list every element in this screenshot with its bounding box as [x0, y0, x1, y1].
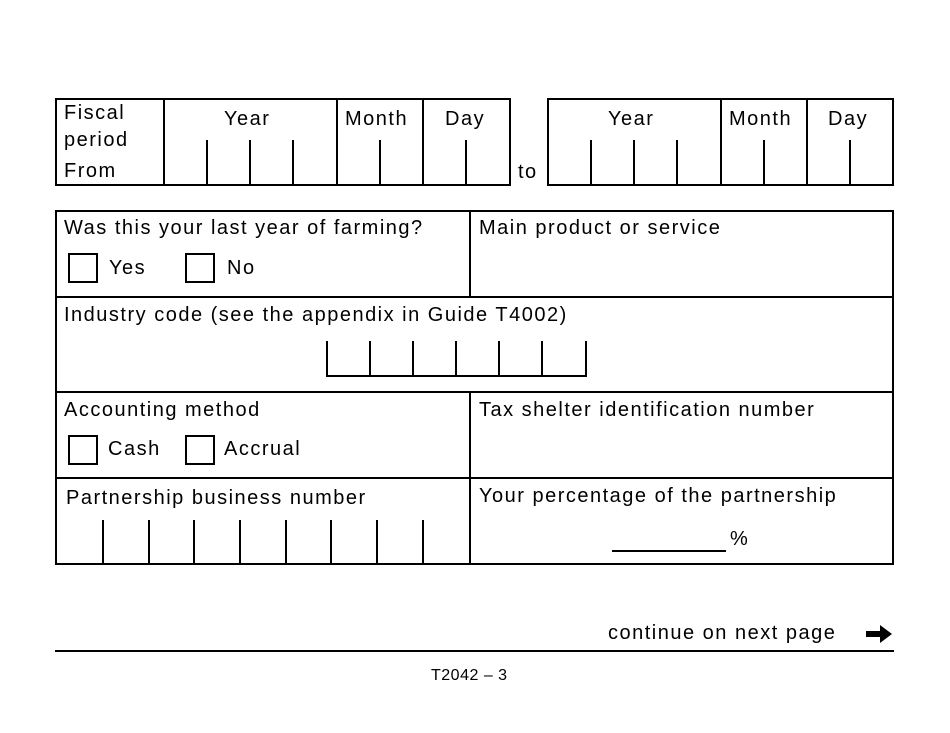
yes-checkbox[interactable] [68, 253, 98, 283]
digit-tick [590, 140, 592, 186]
digit-tick [541, 341, 543, 377]
row-divider [55, 391, 894, 393]
footer-rule [55, 650, 894, 652]
digit-tick [422, 520, 424, 565]
row-divider [55, 477, 894, 479]
percent-sign: % [730, 528, 750, 550]
percentage-underline [612, 550, 726, 552]
digit-tick [285, 520, 287, 565]
accrual-checkbox[interactable] [185, 435, 215, 465]
digit-tick [330, 520, 332, 565]
digit-tick [376, 520, 378, 565]
page-number: T2042 – 3 [431, 667, 508, 684]
digit-tick [369, 341, 371, 377]
accrual-label: Accrual [224, 438, 302, 460]
from-day-header: Day [445, 108, 486, 130]
from-month-header: Month [345, 108, 409, 130]
digit-tick [763, 140, 765, 186]
continue-text: continue on next page [608, 622, 837, 644]
main-product-field[interactable] [474, 244, 890, 292]
partnership-percentage-label: Your percentage of the partnership [479, 485, 838, 507]
digit-tick [102, 520, 104, 565]
partnership-percentage-field[interactable] [612, 524, 726, 552]
to-month-header: Month [729, 108, 793, 130]
tax-shelter-label: Tax shelter identification number [479, 399, 816, 421]
partnership-bn-label: Partnership business number [66, 487, 367, 509]
to-label: to [518, 161, 538, 183]
accounting-method-label: Accounting method [64, 399, 261, 421]
digit-tick [585, 341, 587, 377]
digit-tick [849, 140, 851, 186]
digit-tick [498, 341, 500, 377]
fiscal-label: Fiscal [64, 102, 126, 124]
to-day-header: Day [828, 108, 869, 130]
from-label: From [64, 160, 117, 182]
right-arrow-icon [864, 622, 894, 646]
from-year-header: Year [224, 108, 271, 130]
to-year-header: Year [608, 108, 655, 130]
digit-tick [412, 341, 414, 377]
column-divider [469, 391, 471, 565]
digit-tick [193, 520, 195, 565]
partnership-bn-field[interactable] [57, 520, 469, 563]
digit-tick [379, 140, 381, 186]
digit-tick [465, 140, 467, 186]
digit-tick [239, 520, 241, 565]
digit-tick [148, 520, 150, 565]
period-label: period [64, 129, 129, 151]
digit-tick [455, 341, 457, 377]
digit-tick [249, 140, 251, 186]
cash-checkbox[interactable] [68, 435, 98, 465]
industry-code-label: Industry code (see the appendix in Guide T4002) [64, 304, 568, 326]
digit-tick [326, 341, 328, 377]
main-product-label: Main product or service [479, 217, 722, 239]
digit-tick [206, 140, 208, 186]
digit-tick [633, 140, 635, 186]
cash-label: Cash [108, 438, 161, 460]
digit-tick [676, 140, 678, 186]
last-year-farming-question: Was this your last year of farming? [64, 217, 424, 239]
row-divider [55, 296, 894, 298]
yes-label: Yes [109, 257, 147, 279]
no-checkbox[interactable] [185, 253, 215, 283]
column-divider [469, 210, 471, 298]
tax-shelter-field[interactable] [474, 426, 890, 474]
digit-tick [292, 140, 294, 186]
no-label: No [227, 257, 256, 279]
